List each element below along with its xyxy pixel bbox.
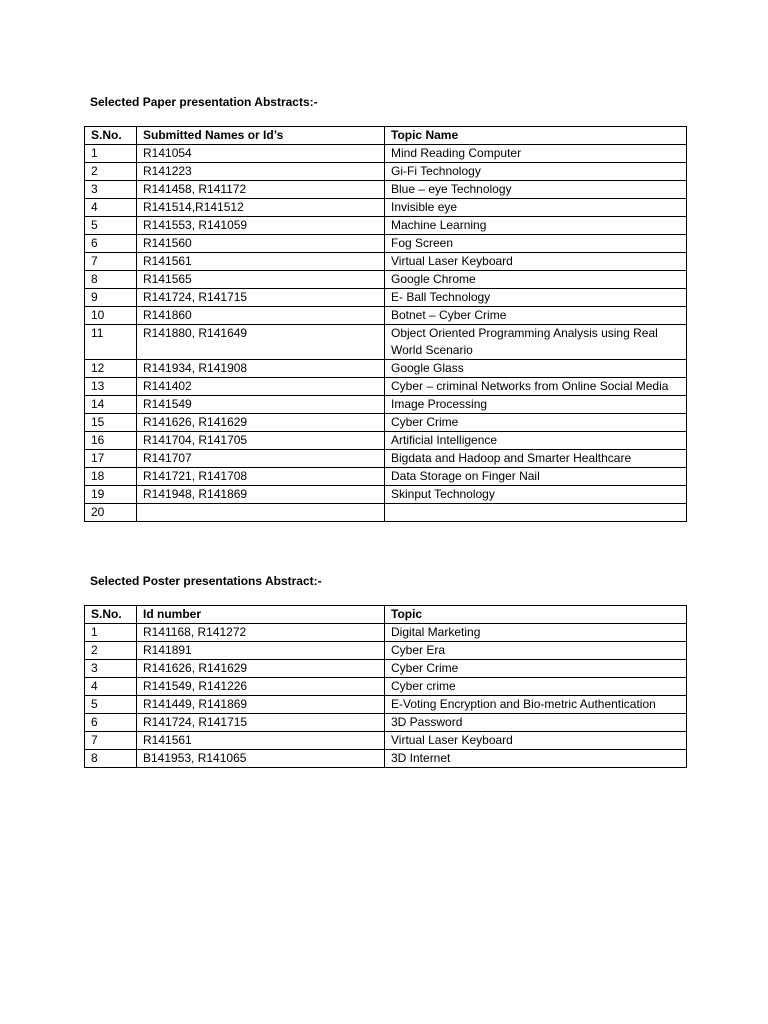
column-header-topic: Topic Name xyxy=(385,127,687,145)
table-row xyxy=(85,396,687,414)
cell-id: R141948, R141869 xyxy=(137,486,385,504)
cell-topic: 3D Password xyxy=(385,714,687,732)
cell-topic: 3D Internet xyxy=(385,750,687,768)
cell-id: R141561 xyxy=(137,253,385,271)
cell-id: R141565 xyxy=(137,271,385,289)
column-header-id: Id number xyxy=(137,606,385,624)
cell-sno: 8 xyxy=(85,750,137,768)
table-row xyxy=(85,414,687,432)
cell-sno: 14 xyxy=(85,396,137,414)
table-row xyxy=(85,199,687,217)
table-header-row xyxy=(85,606,687,624)
cell-sno: 3 xyxy=(85,181,137,199)
cell-topic: Digital Marketing xyxy=(385,624,687,642)
cell-id: R141860 xyxy=(137,307,385,325)
cell-sno: 2 xyxy=(85,642,137,660)
cell-id: R141891 xyxy=(137,642,385,660)
cell-id: R141934, R141908 xyxy=(137,360,385,378)
cell-sno: 4 xyxy=(85,199,137,217)
cell-topic: Artificial Intelligence xyxy=(385,432,687,450)
cell-topic: Cyber Crime xyxy=(385,414,687,432)
cell-topic xyxy=(385,504,687,522)
cell-id: R141626, R141629 xyxy=(137,660,385,678)
cell-topic: Skinput Technology xyxy=(385,486,687,504)
cell-sno: 4 xyxy=(85,678,137,696)
cell-sno: 17 xyxy=(85,450,137,468)
cell-sno: 16 xyxy=(85,432,137,450)
cell-sno: 13 xyxy=(85,378,137,396)
cell-topic: Cyber crime xyxy=(385,678,687,696)
table-header-row xyxy=(85,127,687,145)
column-header-sno: S.No. xyxy=(85,606,137,624)
cell-id: R141721, R141708 xyxy=(137,468,385,486)
cell-topic: Image Processing xyxy=(385,396,687,414)
cell-sno: 9 xyxy=(85,289,137,307)
cell-id: R141549, R141226 xyxy=(137,678,385,696)
table-row xyxy=(85,732,687,750)
cell-topic: Botnet – Cyber Crime xyxy=(385,307,687,325)
cell-id: R141549 xyxy=(137,396,385,414)
cell-topic: Cyber – criminal Networks from Online Social Media xyxy=(385,378,687,396)
column-header-names: Submitted Names or Id’s xyxy=(137,127,385,145)
table-row xyxy=(85,678,687,696)
table-row xyxy=(85,642,687,660)
table-row xyxy=(85,145,687,163)
table-row xyxy=(85,486,687,504)
cell-id: R141458, R141172 xyxy=(137,181,385,199)
table-row xyxy=(85,714,687,732)
cell-id: R141704, R141705 xyxy=(137,432,385,450)
cell-sno: 11 xyxy=(85,325,137,360)
cell-id: R141880, R141649 xyxy=(137,325,385,360)
cell-topic: Google Chrome xyxy=(385,271,687,289)
cell-sno: 7 xyxy=(85,253,137,271)
cell-sno: 19 xyxy=(85,486,137,504)
table-row xyxy=(85,750,687,768)
table-row xyxy=(85,624,687,642)
cell-sno: 3 xyxy=(85,660,137,678)
table-row xyxy=(85,271,687,289)
cell-id: R141561 xyxy=(137,732,385,750)
column-header-topic: Topic xyxy=(385,606,687,624)
table-row xyxy=(85,235,687,253)
cell-topic: Object Oriented Programming Analysis using Real World Scenario xyxy=(385,325,687,360)
cell-topic: Mind Reading Computer xyxy=(385,145,687,163)
cell-sno: 1 xyxy=(85,145,137,163)
cell-topic: E-Voting Encryption and Bio-metric Authentication xyxy=(385,696,687,714)
cell-sno: 8 xyxy=(85,271,137,289)
cell-id: R141626, R141629 xyxy=(137,414,385,432)
poster-section-title: Selected Poster presentations Abstract:- xyxy=(90,574,322,588)
cell-topic: Data Storage on Finger Nail xyxy=(385,468,687,486)
cell-topic: Google Glass xyxy=(385,360,687,378)
paper-abstracts-table xyxy=(84,126,687,522)
cell-sno: 5 xyxy=(85,696,137,714)
table-row xyxy=(85,289,687,307)
cell-sno: 2 xyxy=(85,163,137,181)
table-row xyxy=(85,450,687,468)
cell-id: B141953, R141065 xyxy=(137,750,385,768)
cell-topic: Fog Screen xyxy=(385,235,687,253)
cell-topic: Virtual Laser Keyboard xyxy=(385,253,687,271)
cell-topic: Virtual Laser Keyboard xyxy=(385,732,687,750)
cell-id: R141054 xyxy=(137,145,385,163)
cell-topic: Invisible eye xyxy=(385,199,687,217)
cell-id: R141553, R141059 xyxy=(137,217,385,235)
cell-topic: Gi-Fi Technology xyxy=(385,163,687,181)
cell-topic: Blue – eye Technology xyxy=(385,181,687,199)
cell-sno: 6 xyxy=(85,714,137,732)
cell-id: R141514,R141512 xyxy=(137,199,385,217)
cell-sno: 15 xyxy=(85,414,137,432)
cell-id: R141402 xyxy=(137,378,385,396)
cell-topic: Cyber Era xyxy=(385,642,687,660)
cell-id: R141560 xyxy=(137,235,385,253)
cell-sno: 20 xyxy=(85,504,137,522)
cell-topic: Machine Learning xyxy=(385,217,687,235)
cell-sno: 6 xyxy=(85,235,137,253)
cell-id xyxy=(137,504,385,522)
table-row xyxy=(85,378,687,396)
cell-sno: 10 xyxy=(85,307,137,325)
cell-id: R141223 xyxy=(137,163,385,181)
table-row xyxy=(85,696,687,714)
table-row xyxy=(85,163,687,181)
cell-id: R141707 xyxy=(137,450,385,468)
table-row xyxy=(85,660,687,678)
table-row xyxy=(85,325,687,360)
cell-sno: 18 xyxy=(85,468,137,486)
table-row xyxy=(85,432,687,450)
cell-topic: Bigdata and Hadoop and Smarter Healthcare xyxy=(385,450,687,468)
table-row xyxy=(85,253,687,271)
cell-sno: 7 xyxy=(85,732,137,750)
cell-id: R141168, R141272 xyxy=(137,624,385,642)
table-row xyxy=(85,468,687,486)
cell-id: R141724, R141715 xyxy=(137,714,385,732)
table-row xyxy=(85,504,687,522)
paper-section-title: Selected Paper presentation Abstracts:- xyxy=(90,95,318,109)
cell-topic: E- Ball Technology xyxy=(385,289,687,307)
cell-sno: 12 xyxy=(85,360,137,378)
cell-sno: 1 xyxy=(85,624,137,642)
cell-id: R141724, R141715 xyxy=(137,289,385,307)
table-row xyxy=(85,360,687,378)
table-row xyxy=(85,307,687,325)
column-header-sno: S.No. xyxy=(85,127,137,145)
cell-sno: 5 xyxy=(85,217,137,235)
table-row xyxy=(85,217,687,235)
poster-abstracts-table xyxy=(84,605,687,768)
table-row xyxy=(85,181,687,199)
cell-topic: Cyber Crime xyxy=(385,660,687,678)
cell-id: R141449, R141869 xyxy=(137,696,385,714)
